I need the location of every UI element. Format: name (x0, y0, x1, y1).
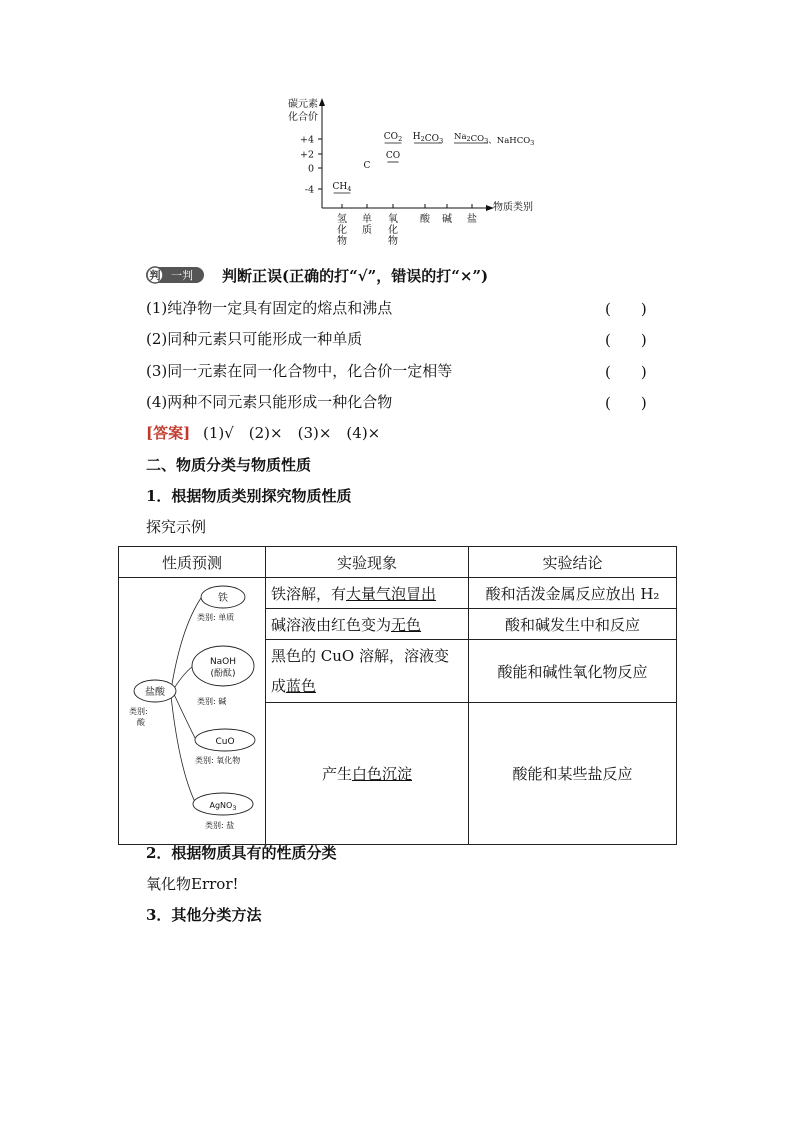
x-category-label: 化 (337, 225, 347, 236)
y-tick-label: -4 (304, 184, 314, 196)
prediction-tree-cell (119, 578, 266, 845)
oxide-line: 氧化物Error! (146, 875, 239, 893)
row2-phenomenon: 碱溶液由红色变为无色 (266, 609, 469, 640)
x-category-label: 酸 (420, 214, 430, 225)
valence-point-label: C (363, 161, 371, 171)
section2-sub3: 3．其他分类方法 (146, 906, 262, 924)
row2-conclusion: 酸和碱发生中和反应 (469, 609, 677, 640)
tree-node-cuo-cat: 类别: 氧化物 (195, 756, 241, 765)
section2-sub1: 1．根据物质类别探究物质性质 (146, 487, 352, 505)
x-category-label: 盐 (467, 214, 477, 225)
judge-paren-2: ( ) (605, 331, 647, 349)
row3-conclusion: 酸能和碱性氧化物反应 (469, 640, 677, 703)
tree-node-naoh-cat: 类别: 碱 (197, 697, 227, 706)
row4-conclusion: 酸能和某些盐反应 (469, 703, 677, 845)
tree-root: 盐酸 (145, 687, 165, 698)
valence-point-label: $CH_4$ (332, 182, 352, 193)
header-conclusion: 实验结论 (469, 547, 677, 578)
svg-text:一判: 一判 (171, 269, 193, 282)
tree-node-iron-cat: 类别: 单质 (197, 613, 235, 622)
header-prediction: 性质预测 (119, 547, 266, 578)
x-category-label: 碱 (442, 214, 452, 225)
row3-phenomenon: 黑色的 CuO 溶解，溶液变成蓝色 (266, 640, 469, 703)
header-phenomenon: 实验现象 (266, 547, 469, 578)
valence-point-label: $H_2CO_3$ (412, 132, 444, 145)
carbon-valence-chart (270, 96, 550, 248)
judge-badge (146, 266, 204, 284)
tree-root-cat2: 酸 (137, 718, 145, 727)
judge-item-2: (2)同种元素只可能形成一种单质 (146, 330, 363, 348)
judge-paren-3: ( ) (605, 363, 647, 381)
section2-sub2: 2．根据物质具有的性质分类 (146, 844, 337, 862)
row1-phenomenon: 铁溶解，有大量气泡冒出 (266, 578, 469, 609)
valence-point-label: CO (385, 151, 401, 161)
x-category-label: 物 (337, 236, 347, 247)
valence-point-label: $Na_2CO_3$、NaHCO$_3$ (454, 132, 535, 147)
y-axis-title-2: 化合价 (288, 112, 318, 123)
property-table (118, 546, 677, 845)
x-axis-title: 物质类别 (493, 202, 533, 213)
prediction-tree (119, 578, 265, 840)
tree-node-cuo: CuO (215, 737, 235, 747)
answer-text: (1)√ (2)× (3)× (4)× (202, 424, 381, 442)
judge-item-1: (1)纯净物一定具有固定的熔点和沸点 (146, 299, 393, 317)
y-tick-label: +4 (299, 134, 314, 146)
tree-root-cat: 类别: (129, 707, 148, 716)
example-label: 探究示例 (146, 518, 207, 536)
row1-conclusion: 酸和活泼金属反应放出 H₂ (469, 578, 677, 609)
y-tick-label: 0 (307, 163, 314, 175)
answer-tag: [答案] (146, 424, 191, 442)
x-category-label: 氢 (337, 214, 347, 225)
tree-node-agno3-cat: 类别: 盐 (205, 821, 235, 830)
y-axis-title: 碳元素 (288, 99, 318, 110)
tree-node-naoh-indicator: (酚酞) (210, 669, 236, 679)
judge-instruction: 判断正误(正确的打“√”，错误的打“×”) (222, 267, 489, 285)
x-category-label: 氧 (388, 214, 398, 225)
row4-phenomenon: 产生白色沉淀 (266, 703, 469, 845)
judge-item-3: (3)同一元素在同一化合物中，化合价一定相等 (146, 362, 453, 380)
judge-paren-4: ( ) (605, 394, 647, 412)
x-category-label: 单 (362, 214, 372, 225)
x-category-label: 物 (388, 236, 398, 247)
tree-node-iron: 铁 (218, 593, 228, 604)
answer-line (146, 423, 380, 443)
tree-node-agno3: AgNO$_3$ (209, 801, 237, 812)
tree-node-naoh: NaOH (209, 657, 237, 667)
x-category-label: 质 (362, 225, 372, 236)
judge-item-4: (4)两种不同元素只能形成一种化合物 (146, 393, 393, 411)
y-axis-arrow (319, 98, 325, 106)
judge-paren-1: ( ) (605, 300, 647, 318)
y-tick-label: +2 (299, 149, 314, 161)
section2-title: 二、物质分类与物质性质 (146, 456, 312, 474)
x-category-label: 化 (388, 225, 398, 236)
svg-text:判: 判 (149, 269, 161, 282)
valence-point-label: $CO_2$ (383, 132, 403, 143)
